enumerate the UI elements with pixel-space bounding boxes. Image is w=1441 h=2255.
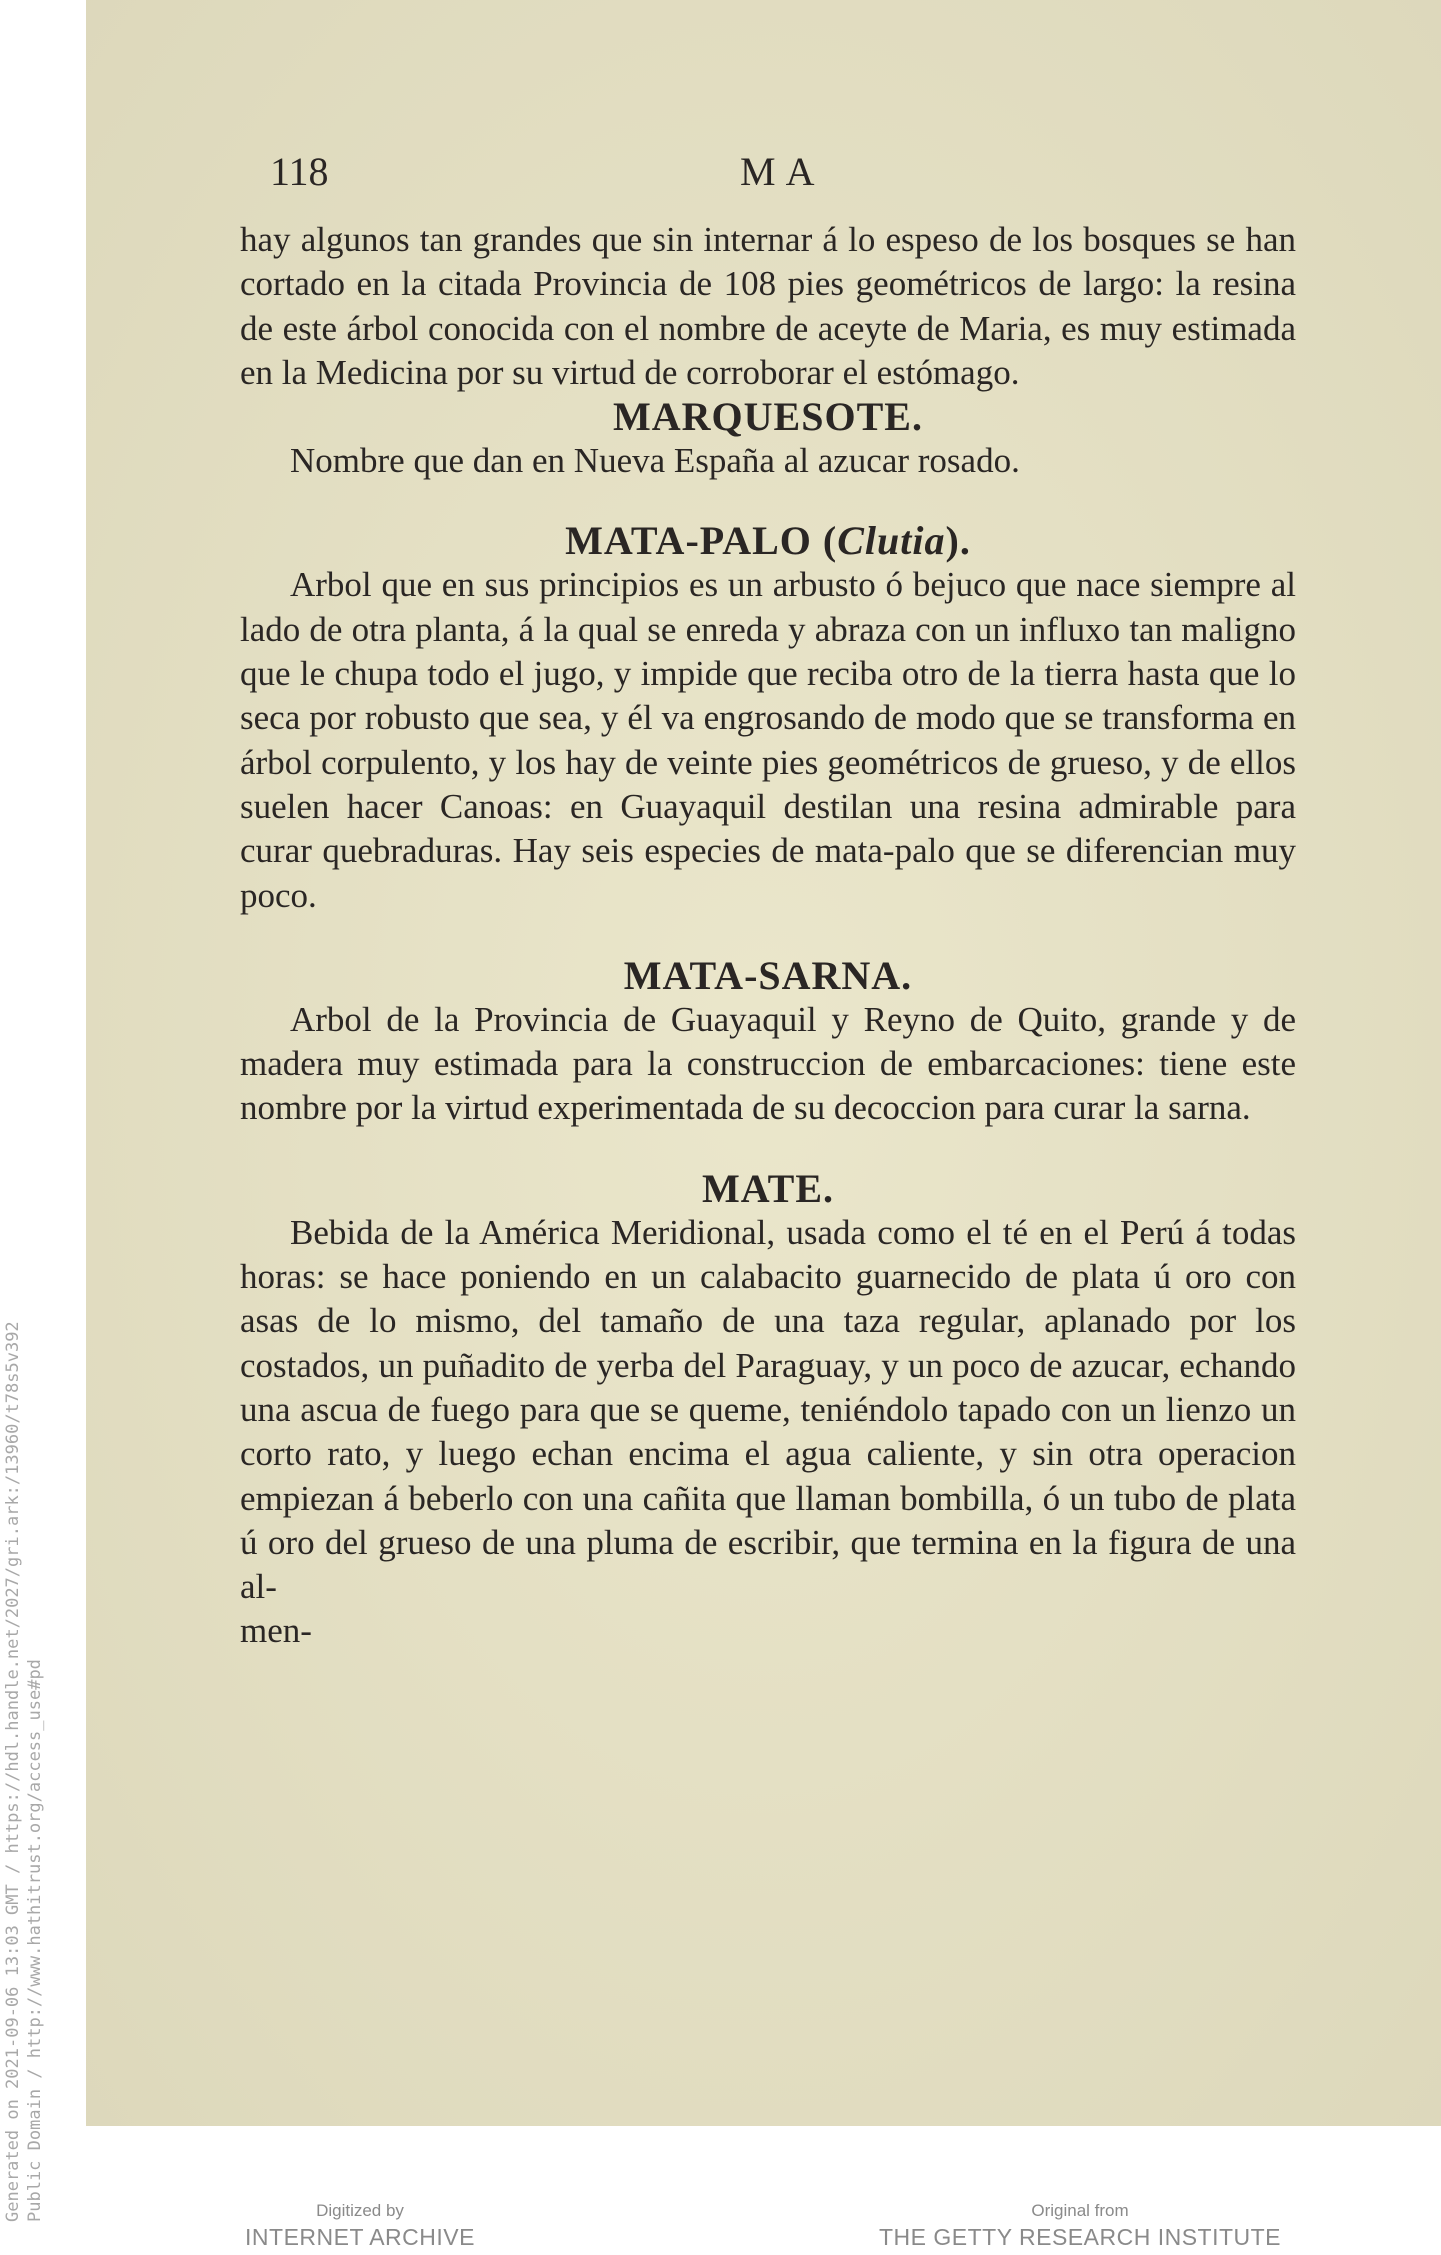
entry-body-mate: Bebida de la América Meridional, usada como el té en el Perú á todas horas: se hace poniendo en un calabacito guarnecido de plata ú oro con asas de lo mismo, del tamaño de una taza regular, aplanado por los costados, un puñadito de yerba del Paraguay, y un poco de azucar, echando una ascua de fuego para que se queme, teniéndolo tapado con un lienzo un corto rato, y luego echan encima el agua caliente, y sin otra operacion empiezan á beberlo con una cañita que llaman bombilla, ó un tubo de plata ú oro del grueso de una pluma de escribir, que termina en la figura de una al- — [240, 1212, 1296, 1607]
catchword: men- — [240, 1611, 312, 1651]
running-head: MA — [740, 149, 825, 194]
page-body — [240, 218, 1296, 1654]
entry-title-text: MARQUESOTE. — [613, 394, 923, 440]
entry-body-mata-sarna: Arbol de la Provincia de Guayaquil y Reyno de Quito, grande y de madera muy estimada para la construccion de embarcaciones: tiene este nombre por la virtud experimentada de su decoccion para curar la sarna. — [240, 999, 1296, 1128]
original-from-label: Original from — [1031, 2201, 1129, 2220]
digitized-by-label: Digitized by — [316, 2201, 404, 2220]
entry-title-text: MATE. — [701, 1165, 835, 1211]
access-stamp-line-1: Generated on 2021-09-06 13:03 GMT / https://hdl.handle.net/2027/gri.ark:/13960/t78s5v392 — [3, 1321, 23, 2222]
page-number: 118 — [270, 149, 329, 194]
continued-paragraph: hay algunos tan grandes que sin internar á lo espeso de los bosques se han cortado en la citada Provincia de 108 pies geométricos de largo: la resina de este árbol conocida con el nombre de aceyte de Maria, es muy estimada en la Medicina por su virtud de corroborar el estómago. — [240, 220, 1296, 392]
entry-title-marquesote — [240, 395, 1296, 439]
page-header — [270, 148, 1300, 198]
entry-body-mata-palo: Arbol que en sus principios es un arbusto ó bejuco que nace siempre al lado de otra planta, á la qual se enreda y abraza con un influxo tan maligno que le chupa todo el jugo, y impide que reciba otro de la tierra hasta que lo seca por robusto que sea, y él va engrosando de modo que se transforma en árbol corpulento, y los hay de veinte pies geométricos de grueso, y de ellos suelen hacer Canoas: en Guayaquil destilan una resina admirable para curar quebraduras. Hay seis especies de mata-palo que se diferencian muy poco. — [240, 565, 1296, 915]
digitizer-name: INTERNET ARCHIVE — [245, 2224, 475, 2250]
original-from-credit — [860, 2200, 1300, 2252]
entry-title-mata-sarna — [240, 954, 1296, 998]
holding-institution: THE GETTY RESEARCH INSTITUTE — [878, 2224, 1282, 2250]
entry-title-closing: ). — [945, 518, 971, 564]
access-stamp-line-2: Public Domain / http://www.hathitrust.org/access_use#pd — [25, 1659, 45, 2222]
entry-title-text: MATA-PALO ( — [565, 518, 838, 564]
entry-title-mata-palo — [240, 519, 1296, 563]
digitized-by-credit — [220, 2200, 500, 2252]
entry-latin-name: Clutia — [837, 518, 946, 564]
entry-title-text: MATA-SARNA. — [623, 952, 913, 998]
access-stamp — [2, 1321, 46, 2222]
entry-body-marquesote: Nombre que dan en Nueva España al azucar rosado. — [290, 441, 1020, 481]
entry-title-mate — [240, 1167, 1296, 1211]
